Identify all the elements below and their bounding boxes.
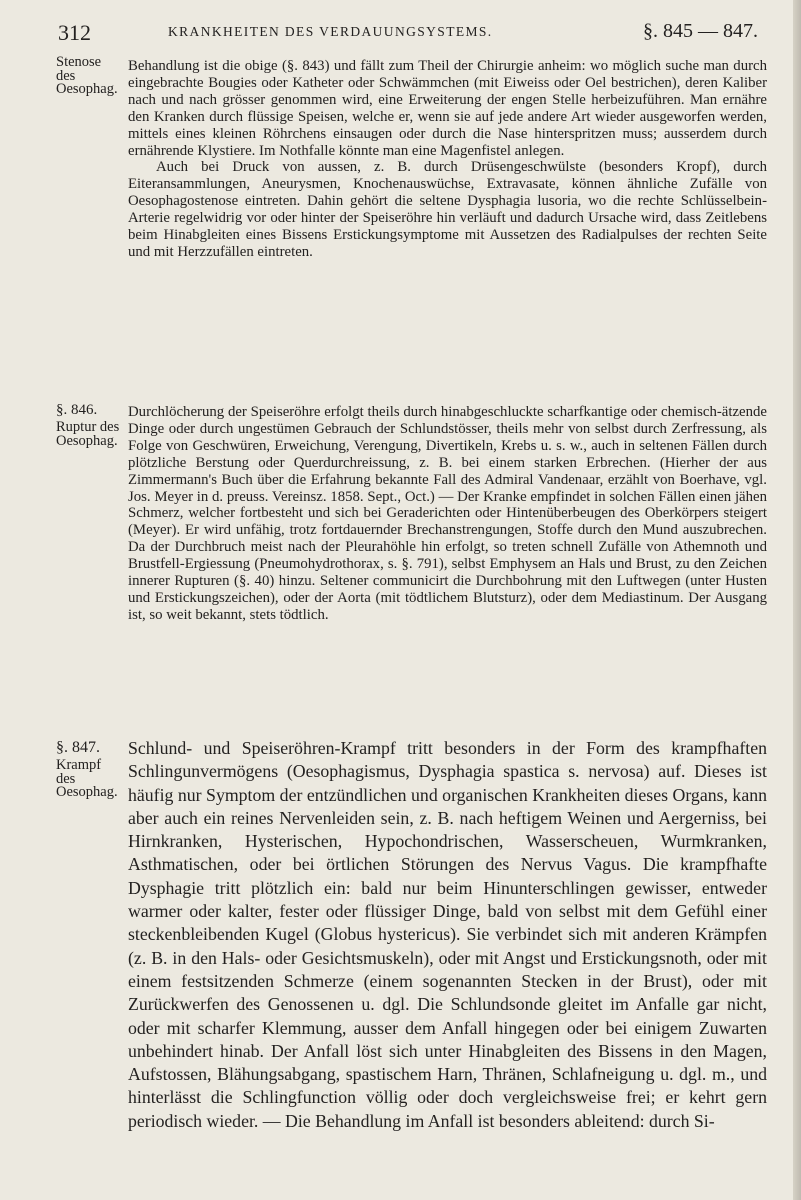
running-header bbox=[58, 14, 758, 50]
section-845-block bbox=[56, 54, 767, 261]
running-title: KRANKHEITEN DES VERDAUUNGSYSTEMS. bbox=[168, 24, 493, 39]
page-number: 312 bbox=[58, 20, 91, 45]
paragraph-spasm: Schlund- und Speiseröhren-Krampf tritt besonders in der Form des krampfhaften Schlingunvermögens (Oesophagismus, Dysphagia spastica s. nervosa) auf. Dieses ist häufig nur Symptom der entzündlichen und organischen Krankheiten dieses Organs, kann aber auch ein reines Nervenleiden sein, z. B. nach heftigem Weinen und Aergerniss, bei Hirnkranken, Hysterischen, Hypochondrischen, Wasserscheuen, Wurmkranken, Asthmatischen, oder bei örtlichen Störungen des Nervus Vagus. Die krampfhafte Dysphagie tritt plötzlich ein: bald nur beim Hinunterschlingen gewisser, entweder warmer oder kalter, fester oder flüssiger Dinge, bald von selbst mit dem Gefühl einer steckenbleibenden Kugel (Globus hystericus). Sie verbindet sich mit anderen Krämpfen (z. B. in den Hals- oder Gesichtsmuskeln), oder mit Angst und Erstickungsnoth, oder mit einem festsitzenden Schmerze (einem sogenannten Stecken in der Brust), oder mit Zurückwerfen des Genossenen u. dgl. Die Schlundsonde gleitet im Anfalle gar nicht, oder mit scharfer Klemmung, ausser dem Anfall hingegen oder bei einigem Zuwarten unbehindert hinab. Der Anfall löst sich unter Hinabgleiten des Bissens in den Magen, Aufstossen, Blähungsabgang, spastischem Harn, Thränen, Schlafneigung u. dgl. m., und hinterlässt die Schlingfunction völlig oder doch vergleichsweise frei; er kehrt gern periodisch wieder. — Die Behandlung im Anfall ist besonders ableitend: durch Si- bbox=[128, 738, 767, 1131]
paragraph-treatment: Behandlung ist die obige (§. 843) und fällt zum Theil der Chirurgie anheim: wo möglich suche man durch eingebrachte Bougies oder Katheter oder Schwämmchen (mit Eiweiss oder Oel bestrichen), deren Kaliber nach und nach grösser genommen wird, eine Erweiterung der engen Stelle herbeizuführen. Man ernähre den Kranken durch flüssige Speisen, welche er, wenn sie auf jede andere Art wieder ausgeworfen werden, mittels eines kleinen Röhrchens einsaugen oder durch die Nase hinterspritzen muss; ausserdem durch ernährende Klystiere. Im Nothfalle könnte man eine Magenfistel anlegen. bbox=[128, 58, 767, 159]
section-range: §. 845 — 847. bbox=[643, 20, 758, 42]
section-847-block bbox=[56, 737, 767, 1133]
paragraph-perforation: Durchlöcherung der Speiseröhre erfolgt theils durch hinabgeschluckte scharfkantige oder chemisch-ätzende Dinge oder durch ungestümen Gebrauch der Schlundstösser, theils mehr von selbst durch Zerfressung, als Folge von Geschwüren, Erweichung, Verengung, Divertikeln, Krebs u. s. w., auch in seltenen Fällen durch plötzliche Berstung oder Querdurchreissung, z. B. bei einem starken Erbrechen. (Hierher der aus Zimmermann's Buch über die Erfahrung bekannte Fall des Admiral Vandenaar, erzählt von Boerhave, vgl. Jos. Meyer in d. preuss. Vereinsz. 1858. Sept., Oct.) — Der Kranke empfindet in solchen Fällen einen jähen Schmerz, welcher fortbesteht und sich bei Geraderichten oder Hintenüberbeugen des Oberkörpers steigert (Meyer). Er wird unfähig, trotz fortdauernder Brechanstrengungen, Stoffe durch den Mund auszubrechen. Da der Durchbruch meist nach der Pleurahöhle hin erfolgt, so treten schnell Zufälle von Athemnoth und Brustfell-Ergiessung (Pneumohydrothorax, s. §. 791), selbst Emphysem an Hals und Brust, zu den Zeichen innerer Rupturen (§. 40) hinzu. Seltener communicirt die Durchbohrung mit den Luftwegen (unter Husten und Erstickungszeichen), oder der Aorta (mit tödtlichem Blutsturz), oder dem Mediastinum. Der Ausgang ist, so weit bekannt, stets tödtlich. bbox=[128, 404, 767, 623]
margin-note-krampf: Krampf des Oesophag. bbox=[56, 757, 118, 800]
margin-note-ruptur: Ruptur des Oesophag. bbox=[56, 419, 120, 449]
page-edge bbox=[793, 0, 801, 1200]
section-number-847: §. 847. bbox=[56, 739, 100, 756]
margin-note-stenose: Stenose des Oesophag. bbox=[56, 54, 118, 97]
section-846-block bbox=[56, 402, 767, 624]
paragraph-external-pressure: Auch bei Druck von aussen, z. B. durch Drüsengeschwülste (besonders Kropf), durch Eiteransammlungen, Aneurysmen, Knochenauswüchse, Extravasate, können ähnliche Zufälle von Oesophagostenose eintreten. Dahin gehört die seltene Dysphagia lusoria, wo die rechte Schlüsselbein-Arterie regelwidrig vor oder hinter der Speiseröhre hin verläuft und dadurch Ursache wird, dass Zeitlebens beim Hinabgleiten eines Bissens Erstickungsymptome mit Aussetzen des Radialpulses der rechten Seite und mit Herzzufällen eintreten. bbox=[128, 159, 767, 260]
section-number-846: §. 846. bbox=[56, 402, 98, 418]
